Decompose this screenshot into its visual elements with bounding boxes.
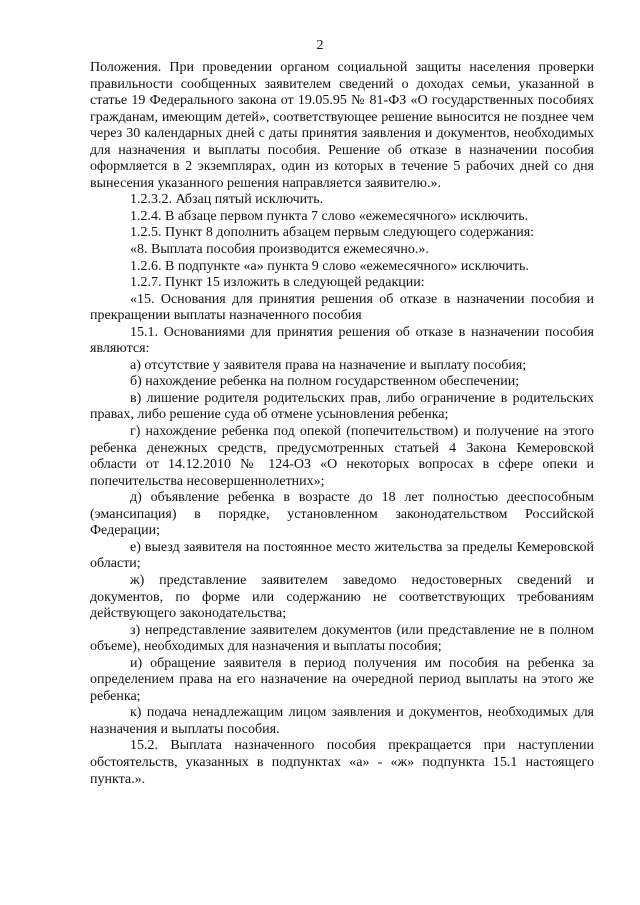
list-item-d: д) объявление ребенка в возрасте до 18 лет полностью дееспособным (эмансипация) в порядке, установленном законодательством Российской Федерации; [90, 490, 594, 539]
list-item-e: е) выезд заявителя на постоянное место жительства за пределы Кемеровской области; [90, 539, 594, 572]
paragraph-1-2-5: 1.2.5. Пункт 8 дополнить абзацем первым следующего содержания: [130, 225, 535, 241]
list-item-k: к) подача ненадлежащим лицом заявления и документов, необходимых для назначения и выплаты пособия. [90, 705, 594, 737]
list-item-a: а) отсутствие у заявителя права на назначение и выплату пособия; [130, 357, 527, 373]
list-item-z: з) непредставление заявителем документов (или представление не в полном объеме), необходимых для назначения и выплаты пособия; [90, 622, 594, 655]
list-item-v: в) лишение родителя родительских прав, либо ограничение в родительских правах, либо решение суда об отмене усыновления ребенка; [90, 390, 594, 423]
paragraph-1-2-4: 1.2.4. В абзаце первом пункта 7 слово «ежемесячного» исключить. [130, 208, 529, 224]
list-item-b: б) нахождение ребенка на полном государственном обеспечении; [130, 374, 520, 390]
page-number: 2 [316, 38, 324, 53]
document-body [90, 60, 594, 788]
paragraph-1-2-6: 1.2.6. В подпункте «а» пункта 9 слово «ежемесячного» исключить. [130, 258, 529, 274]
list-item-i: и) обращение заявителя в период получения им пособия на ребенка за определением права на его назначение на очередной период выплаты на этого же ребенка; [90, 655, 594, 704]
paragraph-1-2-7: 1.2.7. Пункт 15 изложить в следующей редакции: [130, 275, 425, 291]
paragraph-point-8: «8. Выплата пособия производится ежемесячно.». [130, 242, 429, 258]
paragraph-continuation: Положения. При проведении органом социальной защиты населения проверки правильности сообщенных заявителем сведений о доходах семьи, указанной в статье 19 Федерального закона от 19.05.95 № 81-ФЗ «О государственных пособиях гражданам, имеющим детей», соответствующее решение выносится не позднее чем через 30 календарных дней с даты принятия заявления и документов, необходимых для назначения и выплаты пособия. Решение об отказе в назначении пособия оформляется в 2 экземплярах, один из которых в течение 5 рабочих дней со дня вынесения указанного решения направляется заявителю.». [90, 60, 594, 191]
list-item-zh: ж) представление заявителем заведомо недостоверных сведений и документов, по форме или содержанию не соответствующих требованиям действующего законодательства; [90, 572, 594, 622]
paragraph-point-15-heading: «15. Основания для принятия решения об отказе в назначении пособия и прекращении выплаты назначенного пособия [90, 291, 594, 324]
list-item-g: г) нахождение ребенка под опекой (попечительством) и получение на этого ребенка денежных средств, предусмотренных статьей 4 Закона Кемеровской области от 14.12.2010 № 124-ОЗ «О некоторых вопросах в сфере опеки и попечительства несовершеннолетних»; [90, 424, 594, 489]
paragraph-15-1: 15.1. Основаниями для принятия решения об отказе в назначении пособия являются: [90, 324, 594, 357]
paragraph-1-2-3-2: 1.2.3.2. Абзац пятый исключить. [130, 192, 324, 208]
paragraph-15-2: 15.2. Выплата назначенного пособия прекращается при наступлении обстоятельств, указанных в подпунктах «а» - «ж» подпункта 15.1 настоящего пункта.». [90, 738, 594, 787]
